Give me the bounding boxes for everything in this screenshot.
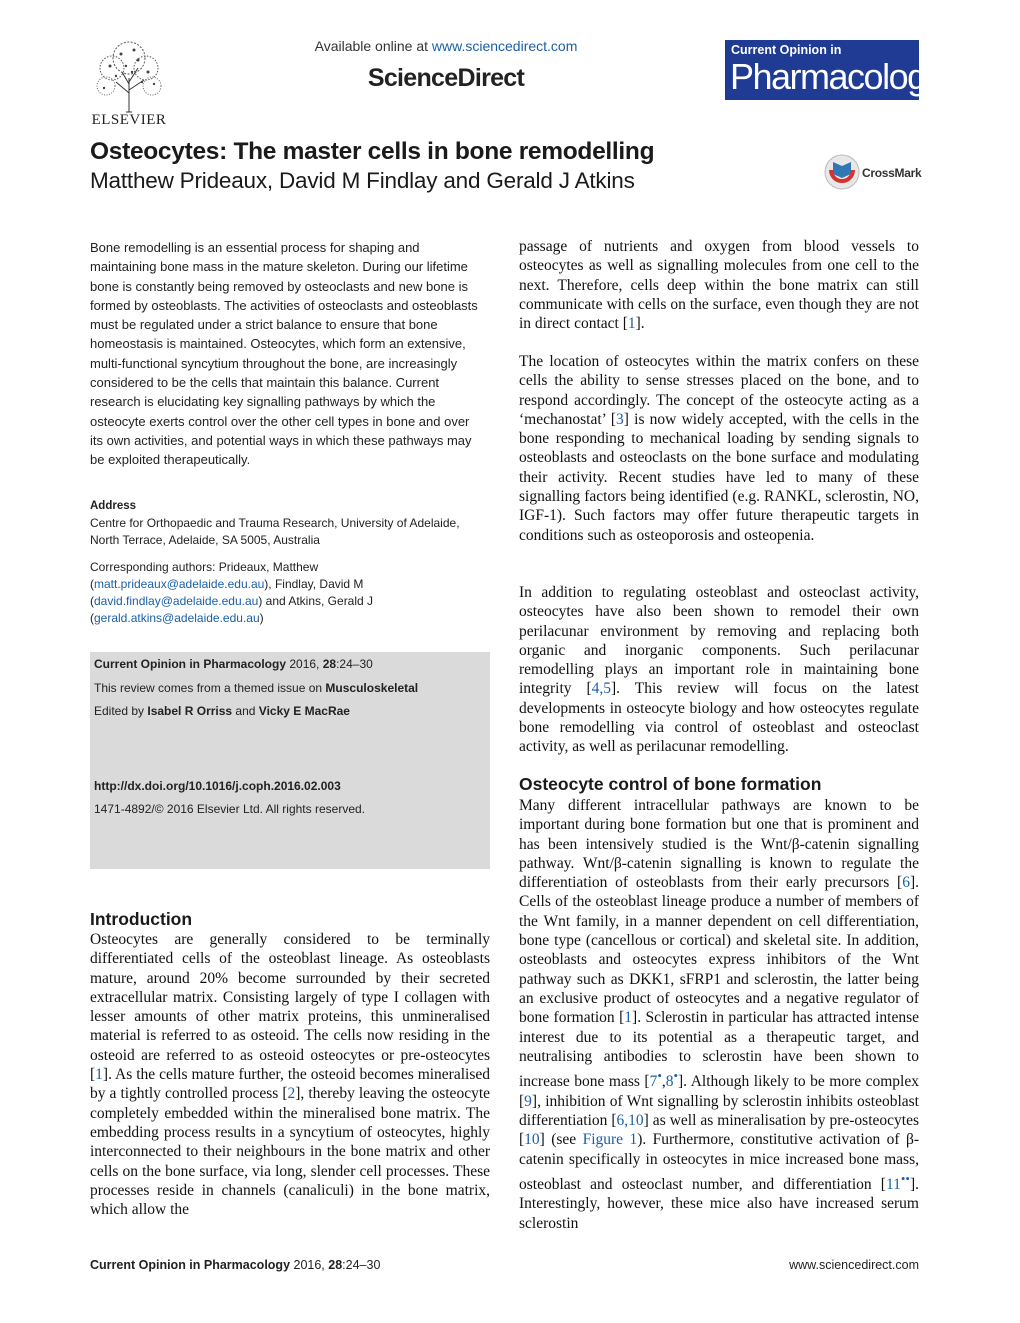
- citation-link[interactable]: 1: [624, 1009, 633, 1027]
- citation-link[interactable]: 6,10: [616, 1111, 644, 1129]
- availability-prefix: Available online at: [314, 38, 432, 54]
- introduction-body: [90, 930, 490, 1219]
- copyright-line: 1471-4892/© 2016 Elsevier Ltd. All rights reserved.: [94, 802, 365, 816]
- body-paragraph: [519, 352, 919, 545]
- recommendation-marker: •: [657, 1068, 662, 1084]
- body-text: passage of nutrients and oxygen from blood vessels to osteocytes as well as signalling molecules from one cell to the next. Therefore, cells deep within the bone matrix can still communicate with cells on the surface, even though they are not in direct contact [: [519, 238, 919, 333]
- citation-link[interactable]: 2: [287, 1085, 296, 1103]
- email-link[interactable]: gerald.atkins@adelaide.edu.au: [94, 611, 260, 625]
- citation-link[interactable]: 8: [665, 1073, 674, 1091]
- footer-pages: :24–30: [342, 1258, 381, 1272]
- themed-topic: Musculoskeletal: [325, 681, 419, 695]
- editor-name: Vicky E MacRae: [258, 704, 350, 718]
- crossmark-badge[interactable]: [824, 154, 924, 190]
- body-text: ] (see: [539, 1131, 583, 1149]
- corresponding-authors: Corresponding authors: Prideaux, Matthew (matt.prideaux@adelaide.edu.au), Findlay, David M (david.findlay@adelaide.edu.au) and Atkins, Gerald J (gerald.atkins@adelaide.edu.au): [90, 560, 374, 625]
- info-pages: :24–30: [336, 657, 373, 671]
- footer-site[interactable]: www.sciencedirect.com: [789, 1258, 919, 1272]
- body-text: ]. Interestingly, however, these mice also have increased serum sclerostin: [519, 1175, 919, 1232]
- body-text: ,: [661, 1073, 666, 1091]
- citation-link[interactable]: 1: [95, 1066, 103, 1084]
- doi-link[interactable]: http://dx.doi.org/10.1016/j.coph.2016.02.003: [94, 779, 341, 793]
- themed-prefix: This review comes from a themed issue on: [94, 681, 326, 695]
- abstract: Bone remodelling is an essential process for shaping and maintaining bone mass in the mature skeleton. During our lifetime bone is constantly being removed by osteoclasts and new bone is formed by osteoblasts. The activities of osteoclasts and osteoblasts must be regulated under a strict balance to ensure that bone homeostasis is maintained. Osteocytes, which form an extensive, multi-functional syncytium throughout the bone, are increasingly considered to be the cells that maintain this balance. Current research is elucidating key signalling pathways by which the osteocyte exerts control over the other cell types in bone and over its own activities, and potential ways in which these pathways may be exploited therapeutically.: [90, 240, 478, 468]
- info-themed-issue: [94, 681, 418, 695]
- citation-link[interactable]: 11: [885, 1175, 901, 1193]
- address-text: Centre for Orthopaedic and Trauma Research, University of Adelaide, North Terrace, Adelaide, SA 5005, Australia: [90, 516, 460, 547]
- article-title: Osteocytes: The master cells in bone remodelling: [90, 138, 655, 165]
- email-link[interactable]: david.findlay@adelaide.edu.au: [94, 594, 259, 608]
- footer-volume: 28: [328, 1258, 343, 1272]
- sciencedirect-link[interactable]: www.sciencedirect.com: [431, 38, 578, 54]
- citation-link[interactable]: 4,5: [591, 680, 612, 698]
- citation-link[interactable]: 9: [524, 1092, 532, 1110]
- article-info-box: [90, 652, 490, 869]
- body-text: ] is now widely accepted, with the cells in the bone responding to mechanical loading by sending signals to osteoblasts and osteoclasts on the bone surface and modulating their activity. Recent studies have led to many of these signalling factors being identified (e.g. RANKL, sclerostin, NO, IGF-1). Such factors may offer future therapeutic targets in conditions such as osteoporosis and osteopenia.: [519, 410, 919, 544]
- body-text: ]. Cells of the osteoblast lineage produce a number of members of the Wnt family, in a manner dependent on cell differentiation, bone type (cancellous or cortical) and skeletal site. In addition, osteoblasts and osteocytes express inhibitors of the Wnt pathway such as DKK1, sFRP1 and sclerostin, the latter being an exclusive product of osteocytes and a negative regulator of bone formation [: [519, 874, 919, 1027]
- body-paragraph: [519, 237, 919, 333]
- introduction-heading: Introduction: [90, 909, 193, 929]
- body-text: ] as well as mineralisation by pre-osteocytes [: [519, 1111, 919, 1149]
- body-text: ]. Sclerostin in particular has attracted intense interest due to its potential as a therapeutic target, and neutralising antibodies to sclerostin have been shown to increase bone mass [: [519, 1009, 919, 1091]
- footer-citation: [90, 1258, 380, 1272]
- corresp-mid: ), Findlay, David M: [264, 577, 364, 591]
- citation-link[interactable]: 3: [616, 410, 624, 428]
- crossmark-icon: [824, 154, 860, 190]
- editor-and: and: [232, 704, 259, 718]
- body-text: Many different intracellular pathways are known to be important during bone formation but one that is prominent and has been intensively studied is the Wnt/β-catenin signalling pathway. Wnt/β-catenin signalling is known to regulate the differentiation of osteoblasts from their early precursors [: [519, 797, 919, 892]
- sciencedirect-wordmark: ScienceDirect: [367, 64, 525, 92]
- crossmark-label: CrossMark: [862, 166, 922, 180]
- address-heading: Address: [90, 500, 137, 512]
- body-paragraph: [519, 796, 919, 1233]
- body-text: ]. Although likely to be more complex [: [519, 1073, 919, 1110]
- journal-badge: [725, 40, 943, 100]
- journal-badge-subtitle: Current Opinion in: [731, 43, 842, 57]
- info-volume: 28: [322, 657, 337, 671]
- recommendation-marker: ••: [900, 1170, 910, 1186]
- body-text: ]. As the cells mature further, the osteoid becomes mineralised by a tightly controlled process [: [90, 1066, 490, 1103]
- body-text: ], inhibition of Wnt signalling by sclerostin inhibits osteoblast differentiation [: [519, 1092, 919, 1129]
- citation-link[interactable]: 10: [524, 1131, 540, 1149]
- info-citation: [94, 657, 373, 671]
- body-text: ]. This review will focus on the latest developments in osteocyte biology and how osteocytes regulate bone remodelling via control of osteoblast and osteoclast activity, as well as perilacunar remodelling.: [519, 680, 919, 756]
- article-authors: Matthew Prideaux, David M Findlay and Gerald J Atkins: [90, 168, 635, 193]
- citation-link[interactable]: 1: [627, 315, 636, 333]
- body-text: The location of osteocytes within the matrix confers on these cells the ability to sense stresses placed on the bone, and to respond accordingly. The concept of the osteocyte acting as a ‘mechanostat’ [: [519, 353, 919, 428]
- recommendation-marker: •: [673, 1068, 679, 1084]
- edited-prefix: Edited by: [94, 704, 148, 718]
- body-text: In addition to regulating osteoblast and osteoclast activity, osteocytes have also been shown to remodel their own perilacunar environment by removing and replacing both organic and inorganic components. Such perilacunar remodelling plays an important role in maintaining bone integrity [: [519, 584, 919, 698]
- address-block: [90, 498, 482, 549]
- section-heading: Osteocyte control of bone formation: [519, 774, 822, 794]
- body-text: ], thereby leaving the osteocyte completely embedded within the mineralised bone matrix. The embedding process results in a syncytium of osteocytes, highly interconnected to their neighbours in the bone matrix and other cells on the bone surface, via long, slender cell processes. These processes reside in channels (canaliculi) in the bone matrix, which allow the: [90, 1085, 491, 1219]
- footer-journal: Current Opinion in Pharmacology: [90, 1258, 291, 1272]
- journal-badge-title: Pharmacology: [730, 56, 943, 97]
- body-text: Osteocytes are generally considered to be terminally differentiated cells of the osteoblast lineage. As osteoblasts mature, around 20% become surrounded by their secreted extracellular matrix. Consisting largely of type I collagen with lesser amounts of other matrix proteins, this unmineralised material is referred to as osteoid. The cells now residing in the osteoid are referred to as osteoid osteocytes or pre-osteocytes [: [90, 931, 490, 1084]
- figure-link[interactable]: Figure 1: [582, 1131, 638, 1149]
- body-text: ). Furthermore, constitutive activation of β-catenin specifically in osteocytes in mice increased bone mass, osteoblast and osteoclast number, and differentiation [: [519, 1131, 919, 1193]
- email-link[interactable]: matt.prideaux@adelaide.edu.au: [94, 577, 265, 591]
- corresp-mid: ) and Atkins, Gerald J: [258, 594, 374, 608]
- citation-link[interactable]: 7: [649, 1073, 658, 1091]
- corresp-intro: Corresponding authors: Prideaux, Matthew: [90, 560, 319, 574]
- editor-name: Isabel R Orriss: [147, 704, 233, 718]
- info-journal: Current Opinion in Pharmacology: [94, 657, 287, 671]
- availability-line: [300, 38, 592, 54]
- body-text: ].: [635, 315, 645, 333]
- citation-link[interactable]: 6: [902, 874, 910, 892]
- publisher-name: ELSEVIER: [91, 112, 167, 128]
- footer-year: 2016,: [290, 1258, 329, 1272]
- info-year: 2016,: [286, 657, 323, 671]
- info-editors: [94, 704, 350, 718]
- body-paragraph: [519, 583, 919, 757]
